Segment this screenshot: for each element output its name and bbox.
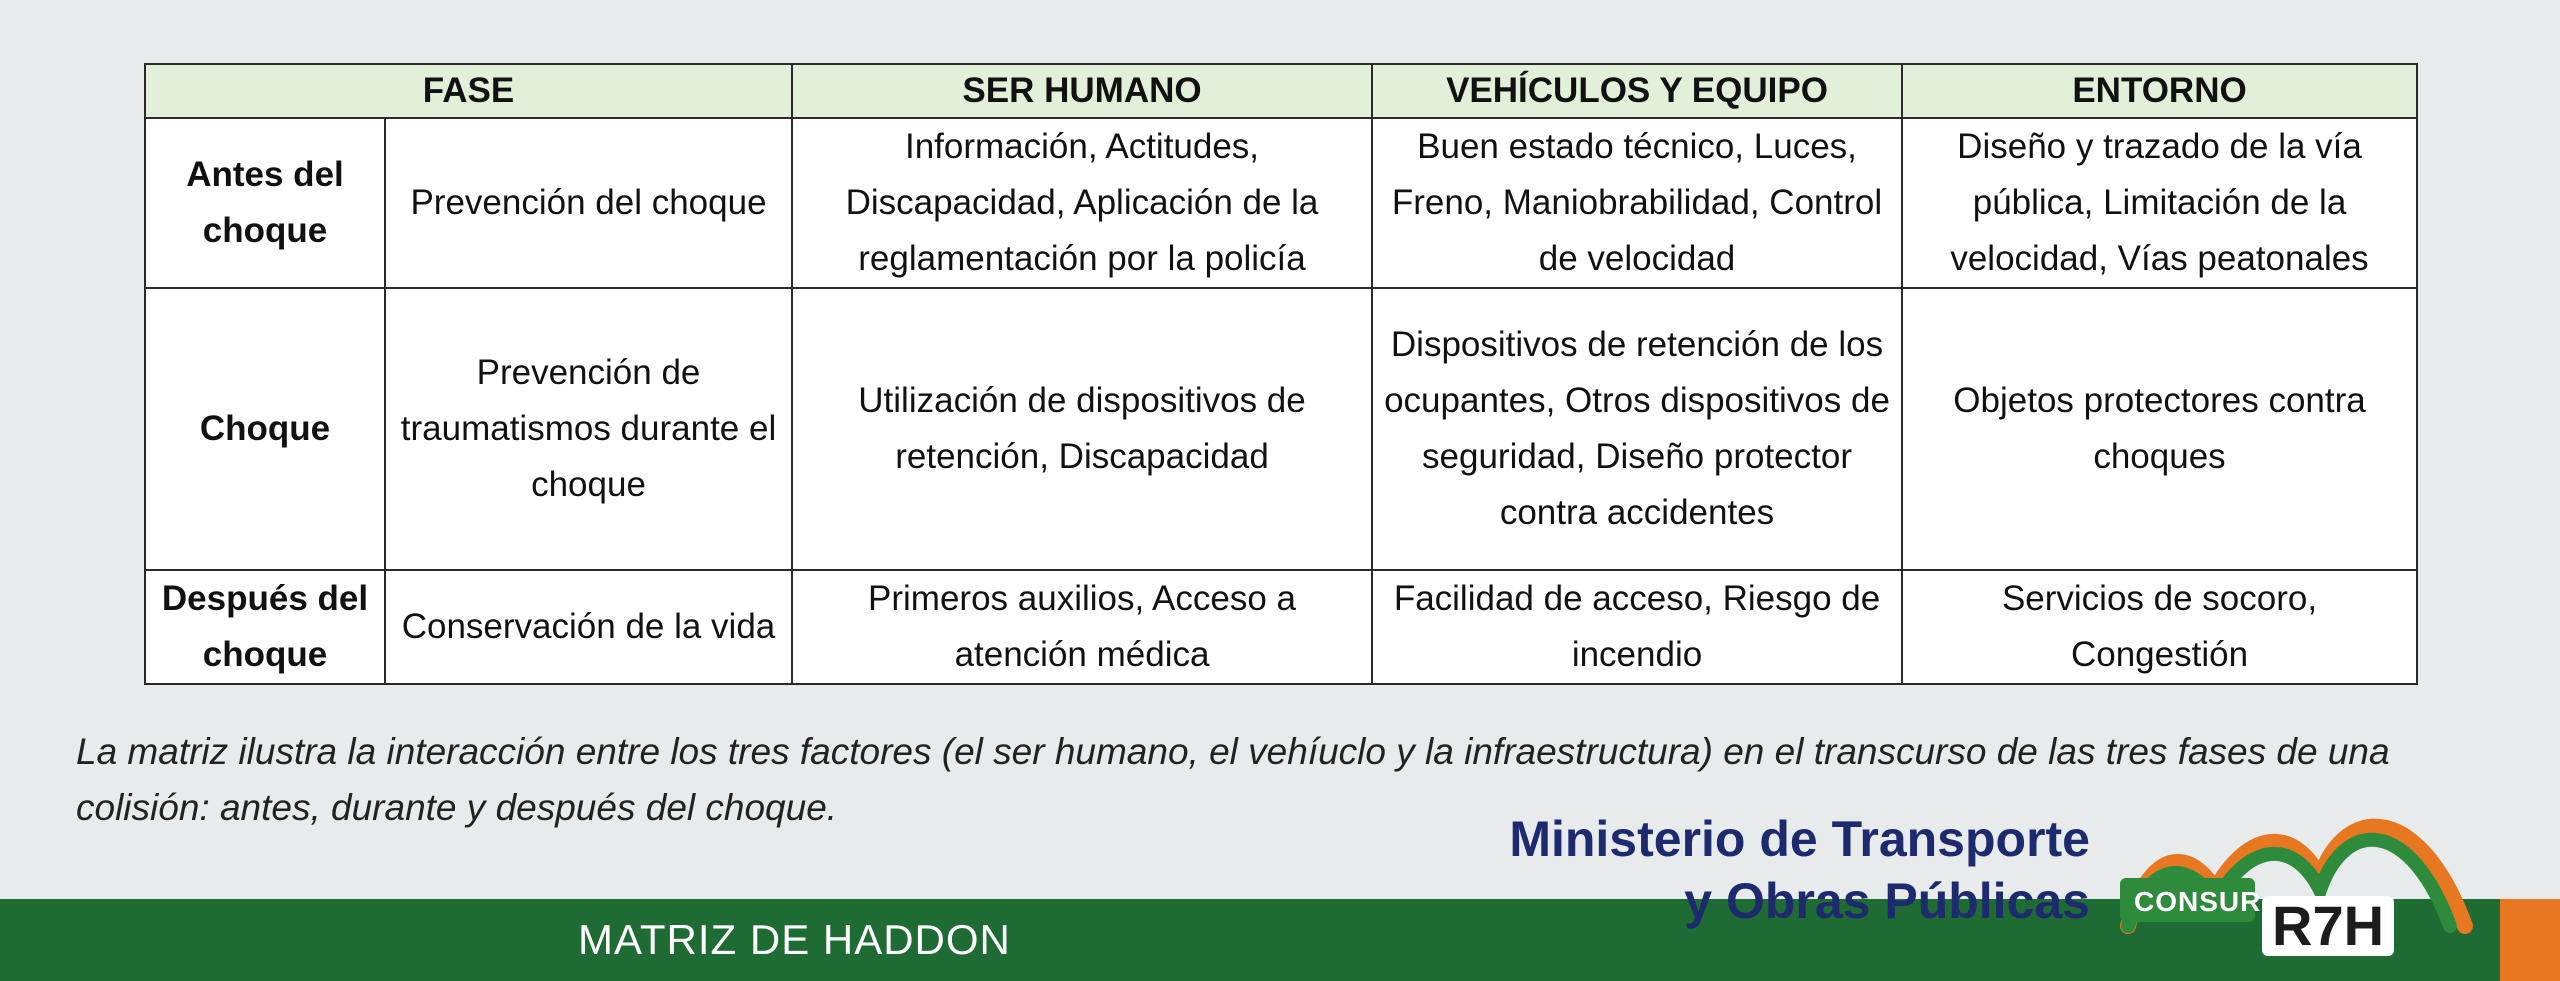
human-cell: Información, Actitudes, Discapacidad, Aplicación de la reglamentación por la policía <box>792 118 1372 288</box>
ministry-line-2: y Obras Públicas <box>1684 873 2090 929</box>
matrix-caption: La matriz ilustra la interacción entre los tres factores (el ser humano, el vehíuclo y la infraestructura) en el transcurso de las tres fases de una colisión: antes, durante y después del choque. <box>76 731 2390 828</box>
table-row-despues <box>145 570 2417 684</box>
vehicle-cell: Facilidad de acceso, Riesgo de incendio <box>1372 570 1902 684</box>
phase-cell: Después del choque <box>145 570 385 684</box>
environment-cell: Objetos protectores contra choques <box>1902 288 2417 570</box>
header-fase: FASE <box>145 64 792 118</box>
table-row-antes <box>145 118 2417 288</box>
header-entorno: ENTORNO <box>1902 64 2417 118</box>
environment-cell: Diseño y trazado de la vía pública, Limitación de la velocidad, Vías peatonales <box>1902 118 2417 288</box>
vehicle-cell: Dispositivos de retención de los ocupantes, Otros dispositivos de seguridad, Diseño protector contra accidentes <box>1372 288 1902 570</box>
goal-cell: Prevención del choque <box>385 118 792 288</box>
phase-cell: Choque <box>145 288 385 570</box>
human-cell: Utilización de dispositivos de retención, Discapacidad <box>792 288 1372 570</box>
footer-accent <box>2500 899 2560 981</box>
goal-cell: Prevención de traumatismos durante el choque <box>385 288 792 570</box>
goal-cell: Conservación de la vida <box>385 570 792 684</box>
header-vehiculos: VEHÍCULOS Y EQUIPO <box>1372 64 1902 118</box>
logo-big-text: R7H <box>2262 896 2394 956</box>
table-row-choque <box>145 288 2417 570</box>
consur-logo <box>2120 808 2480 973</box>
environment-cell: Servicios de socoro, Congestión <box>1902 570 2417 684</box>
header-ser-humano: SER HUMANO <box>792 64 1372 118</box>
vehicle-cell: Buen estado técnico, Luces, Freno, Maniobrabilidad, Control de velocidad <box>1372 118 1902 288</box>
human-cell: Primeros auxilios, Acceso a atención médica <box>792 570 1372 684</box>
haddon-matrix-table <box>144 63 2418 685</box>
logo-small-text: CONSUR <box>2134 886 2262 917</box>
table-header-row <box>145 64 2417 118</box>
ministry-line-1: Ministerio de Transporte <box>1509 811 2090 867</box>
phase-cell: Antes del choque <box>145 118 385 288</box>
ministry-name <box>1509 808 2090 932</box>
footer-title: MATRIZ DE HADDON <box>578 916 1011 963</box>
